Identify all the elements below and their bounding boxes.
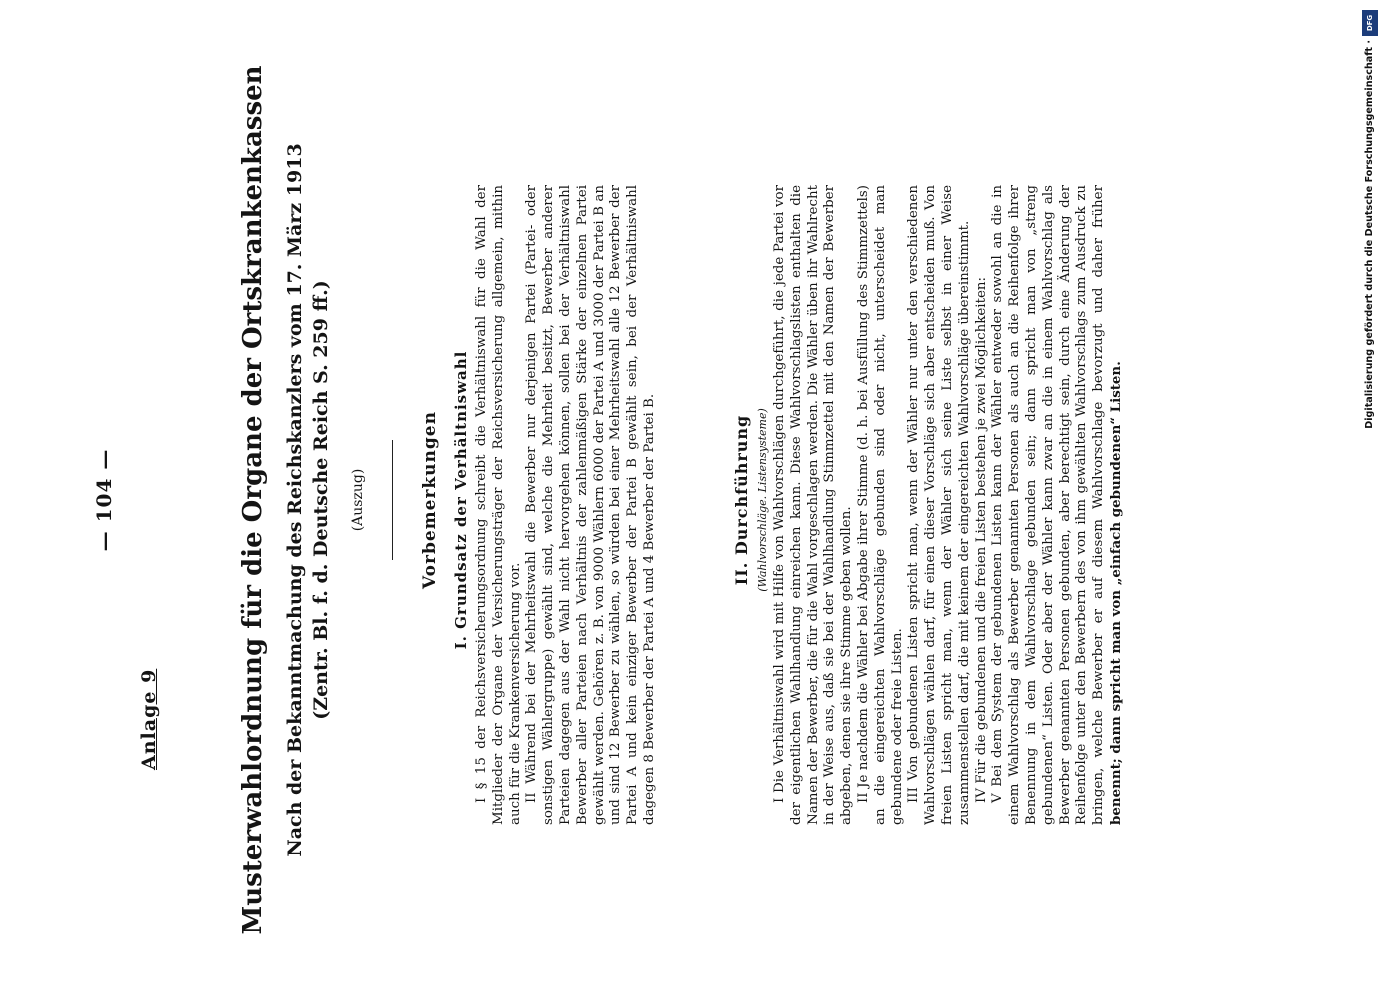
- divider-rule: [392, 440, 393, 560]
- paragraph-number: IV: [973, 788, 989, 803]
- paragraph-text: Bei dem System der gebundenen Listen kann der Wähler entweder sowohl an die in einem Wahlvorschlag als Bewerber genannten Personen als auch an die Reihenfolge ihrer Benennung in dem Wahlvorschlage gebunden sein; dann spricht man von „streng gebundenen“ Listen. Oder aber der Wähler kann zwar an die in einem Wahlvorschlag als Bewerber genannten Personen gebunden, aber berechtigt sein, durch eine Änderung der Reihenfolge unter den Bewerbern des von ihm gewählten Wahlvorschlags zum Ausdruck zu bringen, welche Bewerber er auf diesem Wahlvorschlage bevorzugt und daher früher: [990, 185, 1107, 825]
- paragraph: [990, 185, 1125, 825]
- paragraph: [772, 185, 856, 825]
- paragraph-number: III: [906, 787, 922, 803]
- funding-credit: Digitalisierung gefördert durch die Deutsche Forschungsgemeinschaft ·: [1364, 40, 1375, 429]
- paragraph-text: Für die gebundenen und die freien Listen bestehen je zwei Möglichkeiten:: [973, 276, 989, 784]
- subtitle-line-2: (Zentr. Bl. f. d. Deutsche Reich S. 259 ff.): [310, 280, 332, 720]
- paragraph-text: § 15 der Reichsversicherungsordnung schreibt die Verhältniswahl für die Wahl der Mitglieder der Organe der Versicherungsträger der Reichsversicherung allgemein, mithin auch für die Krankenversicherung vor.: [474, 185, 523, 825]
- paragraph-text: Je nachdem die Wähler bei Abgabe ihrer Stimme (d. h. bei Ausfüllung des Stimmzettels) an die eingereichten Wahlvorschläge gebunden sind oder nicht, unterscheidet man gebundene oder freie Listen.: [855, 184, 905, 825]
- paragraph: [974, 185, 991, 825]
- section-2-body: [772, 185, 1126, 825]
- paragraph-number: I: [474, 797, 489, 803]
- dfg-logo-text: DFG: [1366, 14, 1374, 32]
- paragraph-text: Die Verhältniswahl wird mit Hilfe von Wahlvorschlägen durchgeführt, die jede Partei vor der eigentlichen Wahlhandlung einreichen kann. Diese Wahlvorschlagslisten enthalten die Namen der Bewerber, die für die Wahl vorgeschlagen werden. Die Wähler üben ihr Wahlrecht in der Weise aus, daß sie bei der Wahlhandlung Stimmzettel mit den Namen der Bewerber abgeben, denen sie ihre Stimme geben wollen.: [772, 185, 855, 825]
- preliminary-remarks-heading: Vorbemerkungen: [420, 411, 440, 589]
- paragraph-text: Von gebundenen Listen spricht man, wenn der Wähler nur unter den verschiedenen Wahlvorschlägen wählen darf, für einen dieser Vorschläge sich aber entscheiden muß. Von freien Listen spricht man, wenn der Wähler sich seine Liste selbst in einer Weise zusammenstellen darf, die mit keinem der eingereichten Wahlvorschläge übereinstimmt.: [906, 185, 972, 825]
- section-1-body: [474, 185, 659, 825]
- appendix-label: Anlage 9: [138, 668, 160, 770]
- document-subtitle: [282, 0, 334, 1000]
- section-1-heading: I. Grundsatz der Verhältniswahl: [452, 350, 470, 650]
- subtitle-line-1: Nach der Bekanntmachung des Reichskanzlers vom 17. März 1913: [284, 143, 306, 857]
- section-2-heading: II. Durchführung: [732, 414, 751, 586]
- paragraph: [524, 185, 658, 825]
- excerpt-note: (Auszug): [350, 468, 366, 532]
- paragraph: [474, 185, 524, 825]
- paragraph: [906, 185, 973, 825]
- dfg-logo: [1362, 10, 1378, 36]
- paragraph-text: Während bei der Mehrheitswahl die Bewerber nur derjenigen Partei (Partei- oder sonstigen Wählergruppe) gewählt sind, welche die Mehrheit besitzt, Bewerber anderer Parteien dagegen aus der Wahl nicht hervorgehen können, sollen bei der Verhältniswahl Bewerber aller Parteien nach Verhältnis der zahlenmäßigen Stärke der einzelnen Partei gewählt werden. Gehören z. B. von 9000 Wählern 6000 der Partei A und 3000 der Partei B an und sind 12 Bewerber zu wählen, so würden bei einer Mehrheitswahl alle 12 Bewerber der Partei A und kein einziger Bewerber der Partei B gewählt sein, bei der Verhältniswahl dagegen 8 Bewerber der Partei A und 4 Bewerber der Partei B.: [524, 185, 657, 825]
- paragraph-text-emphasis: benennt; dann spricht man von „einfach gebundenen“ Listen.: [1107, 361, 1124, 825]
- digitization-footer: [1362, 10, 1378, 470]
- document-title: Musterwahlordnung für die Organe der Ortskrankenkassen: [238, 65, 268, 935]
- paragraph-number: I: [772, 797, 787, 803]
- paragraph-number: II: [524, 792, 540, 803]
- section-2-subheading: (Wahlvorschläge. Listensysteme): [756, 408, 769, 592]
- page-number: — 104 —: [92, 448, 116, 552]
- paragraph-number: V: [990, 793, 1006, 803]
- paragraph-number: II: [855, 792, 871, 803]
- paragraph: [856, 185, 906, 825]
